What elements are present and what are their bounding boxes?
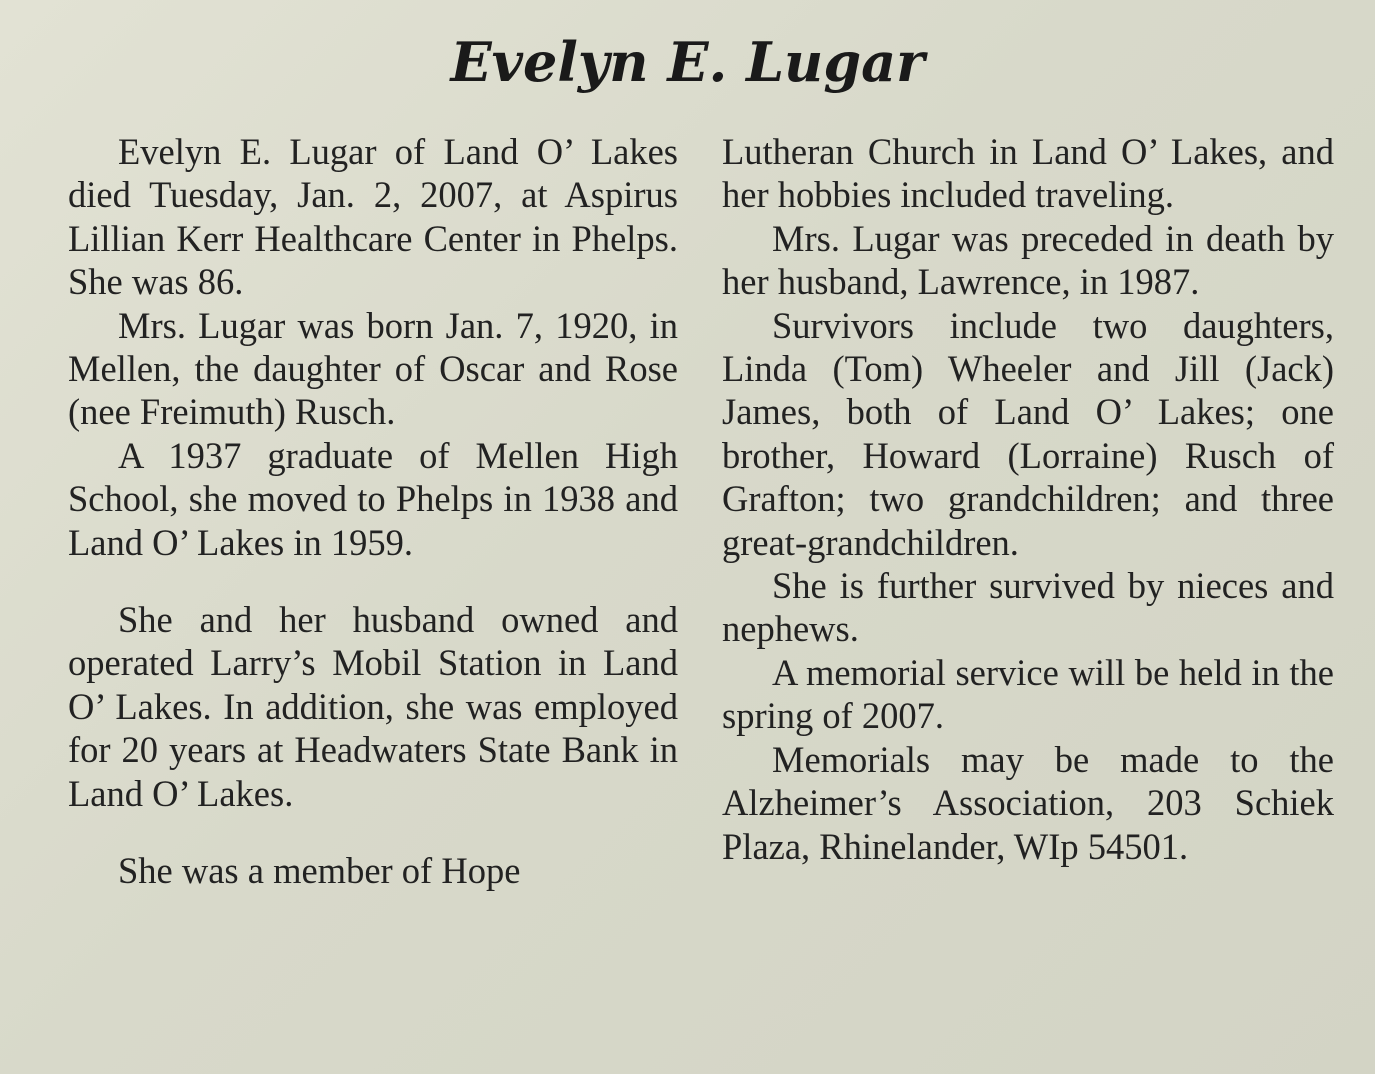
paragraph-survivors: Survivors include two daughters, Linda (Tom) Wheeler and Jill (Jack) James, both of Land O’ Lakes; one brother, Howard (Lorraine) Rusch of Grafton; two grandchildren; and three great-grandchildren. (722, 304, 1334, 563)
right-column (722, 130, 1334, 868)
paragraph-church-start: She was a member of Hope (118, 850, 521, 892)
paragraph-church-continued: Lutheran Church in Land O’ Lakes, and her hobbies included traveling. (722, 131, 1334, 216)
paragraph-preceded: Mrs. Lugar was preceded in death by her husband, Lawrence, in 1987. (722, 217, 1334, 303)
paragraph-career: She and her husband owned and operated Larry’s Mobil Station in Land O’ Lakes. In addition, she was employed for 20 years at Headwaters State Bank in Land O’ Lakes. (68, 599, 678, 814)
paragraph-memorial-service: A memorial service will be held in the spring of 2007. (722, 651, 1334, 737)
obituary-title: Evelyn E. Lugar (450, 30, 925, 94)
paragraph-birth: Mrs. Lugar was born Jan. 7, 1920, in Mellen, the daughter of Oscar and Rose (nee Freimuth) Rusch. (68, 304, 678, 433)
paragraph-memorials: Memorials may be made to the Alzheimer’s Association, 203 Schiek Plaza, Rhinelander, WIp 54501. (722, 738, 1334, 867)
paragraph-education: A 1937 graduate of Mellen High School, she moved to Phelps in 1938 and Land O’ Lakes in 1959. (68, 434, 678, 563)
paragraph-further-survived: She is further survived by nieces and nephews. (722, 565, 1334, 650)
left-column (68, 130, 678, 893)
paragraph-death-notice: Evelyn E. Lugar of Land O’ Lakes died Tuesday, Jan. 2, 2007, at Aspirus Lillian Kerr Healthcare Center in Phelps. She was 86. (68, 131, 678, 303)
